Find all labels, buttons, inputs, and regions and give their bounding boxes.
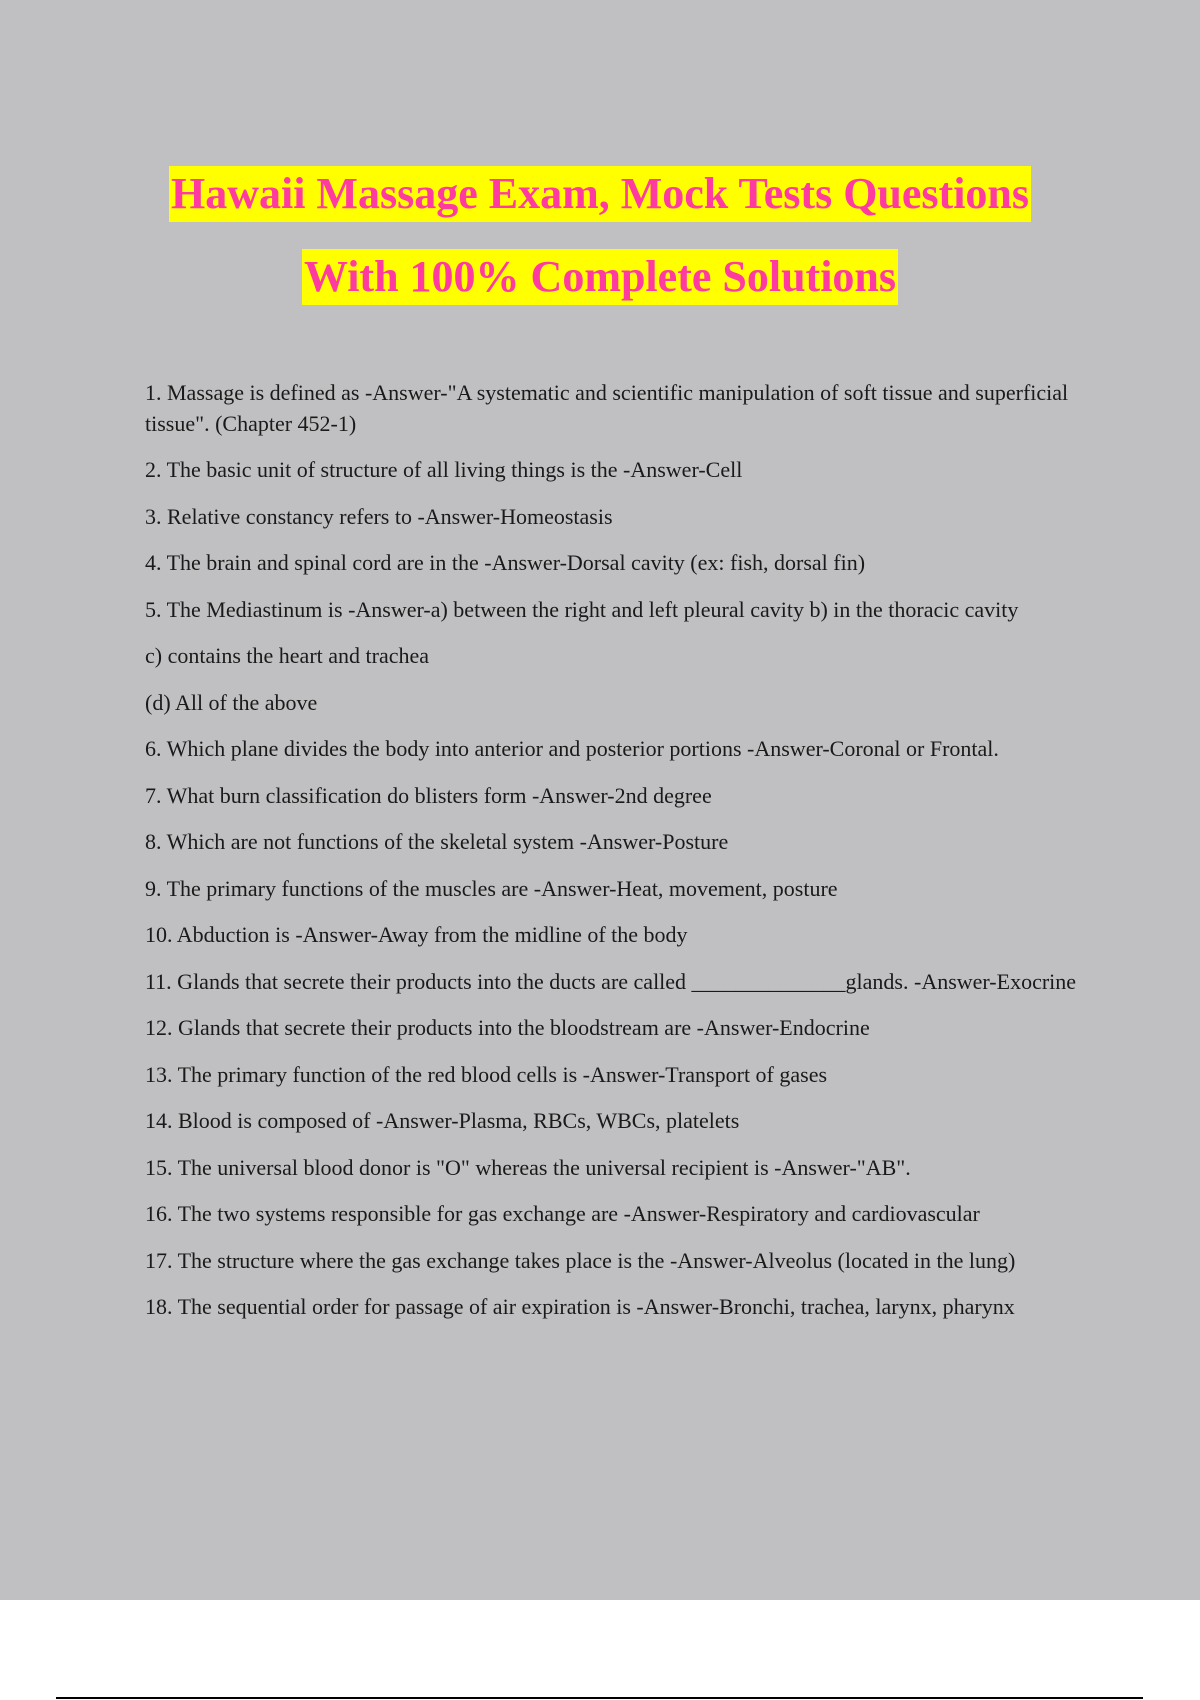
title-line-1: Hawaii Massage Exam, Mock Tests Questions: [169, 166, 1031, 222]
question-item-11: 11. Glands that secrete their products into the ducts are called ______________glands. -Answer-Exocrine: [145, 968, 1077, 994]
question-item-17: 17. The structure where the gas exchange takes place is the -Answer-Alveolus (located in the lung): [145, 1247, 1016, 1273]
question-item-4: 4. The brain and spinal cord are in the -Answer-Dorsal cavity (ex: fish, dorsal fin): [145, 550, 866, 575]
question-item-5: 5. The Mediastinum is -Answer-a) between the right and left pleural cavity b) in the thoracic cavity: [145, 596, 1019, 622]
question-item-6: 6. Which plane divides the body into anterior and posterior portions -Answer-Coronal or Frontal.: [145, 736, 999, 761]
question-item-9: 9. The primary functions of the muscles are -Answer-Heat, movement, posture: [145, 875, 838, 901]
question-item-5c: c) contains the heart and trachea: [145, 643, 430, 668]
question-item-8: 8. Which are not functions of the skeletal system -Answer-Posture: [145, 829, 729, 854]
question-item-15: 15. The universal blood donor is "O" whereas the universal recipient is -Answer-"AB".: [145, 1154, 911, 1180]
document-title: [0, 166, 1200, 305]
question-item-3: 3. Relative constancy refers to -Answer-Homeostasis: [145, 503, 613, 529]
question-item-10: 10. Abduction is -Answer-Away from the midline of the body: [145, 922, 688, 947]
question-item-14: 14. Blood is composed of -Answer-Plasma, RBCs, WBCs, platelets: [145, 1108, 740, 1133]
question-item-18: 18. The sequential order for passage of air expiration is -Answer-Bronchi, trachea, larynx, pharynx: [145, 1294, 1015, 1319]
question-item-13: 13. The primary function of the red blood cells is -Answer-Transport of gases: [145, 1061, 828, 1087]
question-item-1: 1. Massage is defined as -Answer-"A systematic and scientific manipulation of soft tissue and superficial tissue". (Chapter 452-1): [145, 380, 1069, 436]
question-item-5d: (d) All of the above: [145, 689, 318, 715]
title-line-2: With 100% Complete Solutions: [302, 249, 898, 305]
question-item-7: 7. What burn classification do blisters form -Answer-2nd degree: [145, 782, 712, 808]
question-item-16: 16. The two systems responsible for gas exchange are -Answer-Respiratory and cardiovascular: [145, 1201, 980, 1226]
question-list: [145, 378, 1095, 1339]
question-item-12: 12. Glands that secrete their products into the bloodstream are -Answer-Endocrine: [145, 1015, 870, 1040]
footer-divider: [56, 1697, 1143, 1699]
question-item-2: 2. The basic unit of structure of all living things is the -Answer-Cell: [145, 457, 743, 482]
